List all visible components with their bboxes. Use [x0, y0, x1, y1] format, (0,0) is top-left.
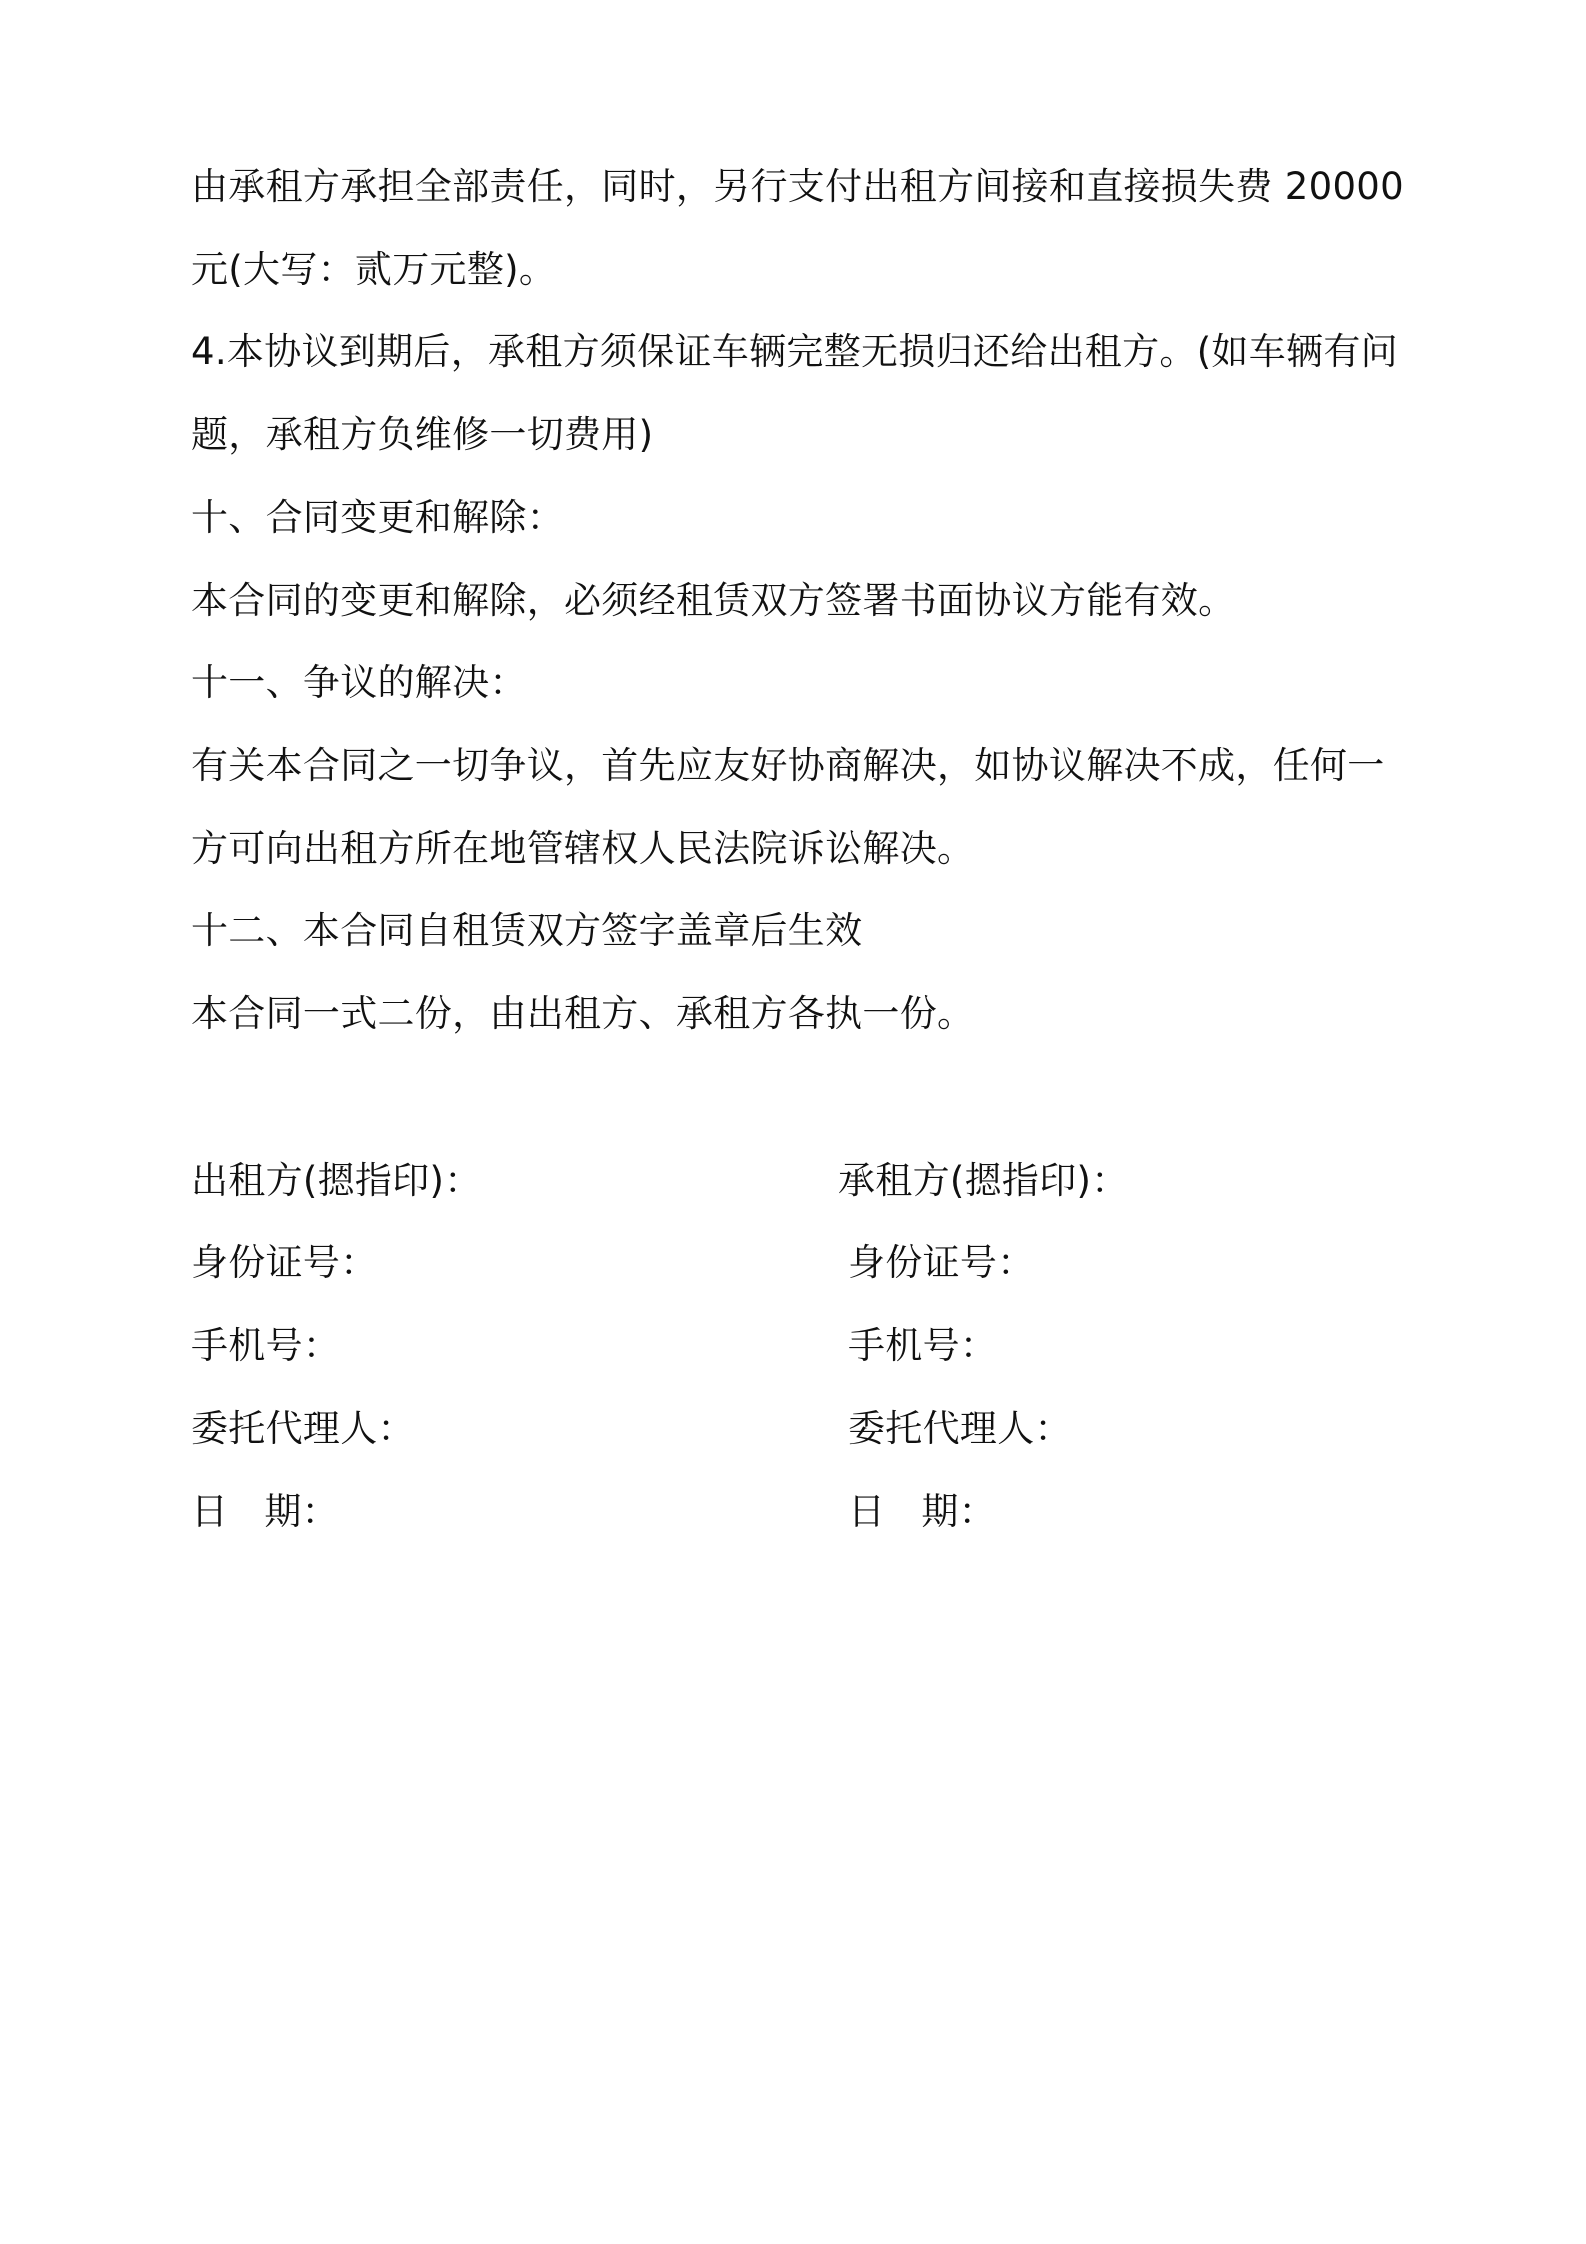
paragraph-liability-line-2: 元(大写：贰万元整)。 — [191, 248, 557, 291]
paragraph-liability-line-1: 由承租方承担全部责任，同时，另行支付出租方间接和直接损失费 20000 — [191, 165, 1404, 208]
lessor-id-label: 身份证号： — [191, 1241, 378, 1284]
lessee-party-label: 承租方(摁指印)： — [838, 1159, 1129, 1202]
lessor-date-char-1: 日 — [191, 1490, 229, 1533]
lessor-party-label: 出租方(摁指印)： — [191, 1159, 482, 1202]
lessee-agent-label: 委托代理人： — [848, 1407, 1072, 1450]
section-12-body: 本合同一式二份，由出租方、承租方各执一份。 — [191, 992, 975, 1035]
section-11-body-line-2: 方可向出租方所在地管辖权人民法院诉讼解决。 — [191, 827, 975, 870]
clause-4-line-2: 题，承租方负维修一切费用) — [191, 413, 654, 456]
lessor-date-char-2: 期： — [264, 1490, 339, 1533]
section-11-heading: 十一、争议的解决： — [191, 661, 527, 704]
lessor-date-label — [191, 1487, 339, 1537]
lessee-date-label — [848, 1487, 996, 1537]
lessee-id-label: 身份证号： — [848, 1241, 1035, 1284]
lessee-date-char-1: 日 — [848, 1490, 886, 1533]
lessee-date-char-2: 期： — [921, 1490, 996, 1533]
section-10-heading: 十、合同变更和解除： — [191, 496, 564, 539]
section-12-heading: 十二、本合同自租赁双方签字盖章后生效 — [191, 909, 863, 952]
lessor-phone-label: 手机号： — [191, 1324, 341, 1367]
clause-4-line-1: 4.本协议到期后，承租方须保证车辆完整无损归还给出租方。(如车辆有问 — [191, 330, 1398, 373]
section-11-body-line-1: 有关本合同之一切争议，首先应友好协商解决，如协议解决不成，任何一 — [191, 744, 1385, 787]
lessee-phone-label: 手机号： — [848, 1324, 998, 1367]
section-10-body: 本合同的变更和解除，必须经租赁双方签署书面协议方能有效。 — [191, 579, 1236, 622]
lessor-agent-label: 委托代理人： — [191, 1407, 415, 1450]
